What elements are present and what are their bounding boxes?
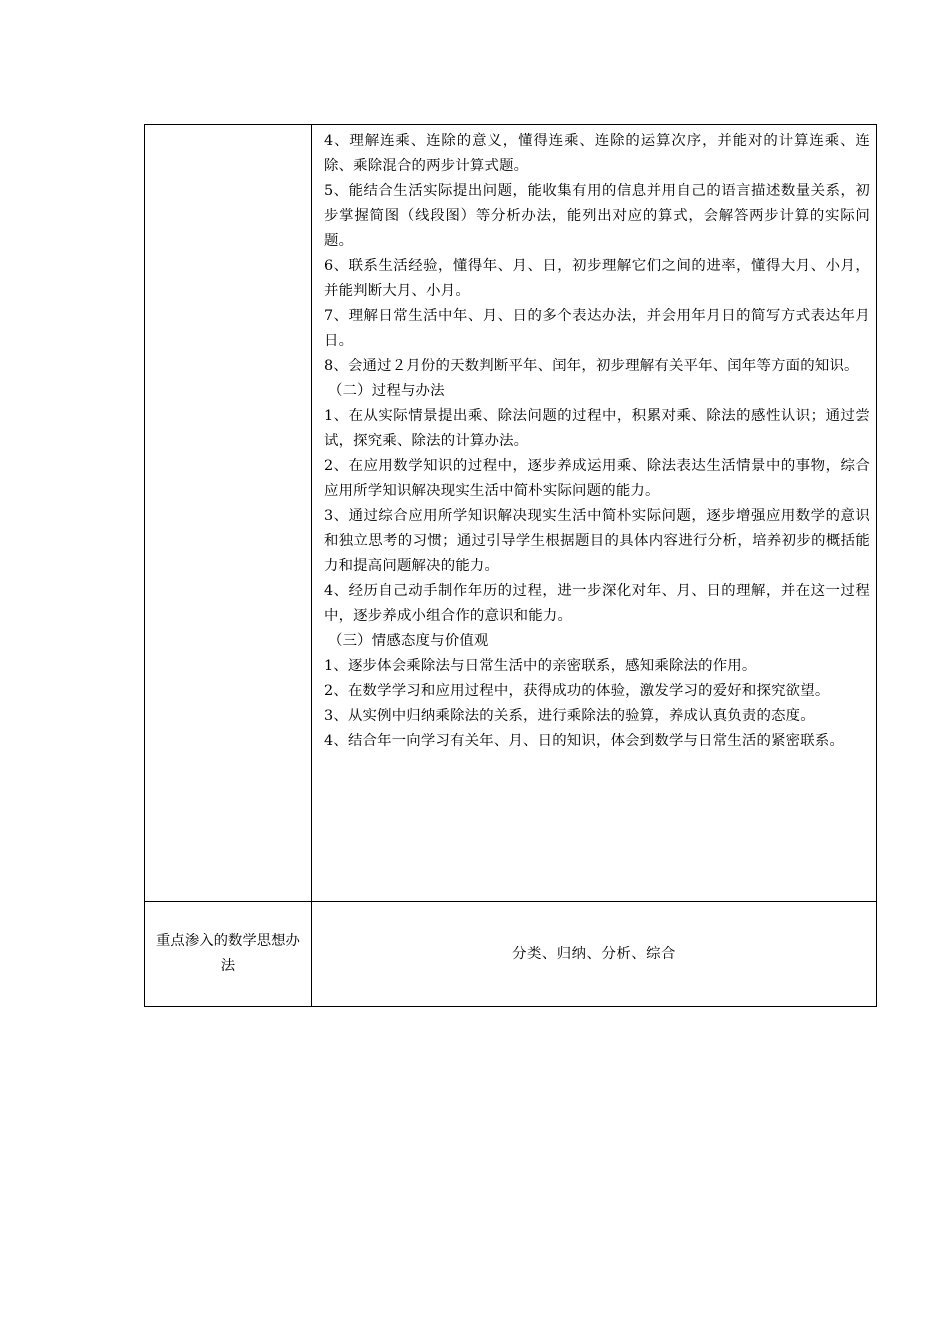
- process-item-3: 3、通过综合应用所学知识解决现实生活中简朴实际问题，逐步增强应用数学的意识和独立思考的习惯；通过引导学生根据题目的具体内容进行分析，培养初步的概括能力和提高问题解决的能力。: [324, 508, 870, 574]
- method-value: 分类、归纳、分析、综合: [312, 902, 877, 1007]
- method-row: [145, 902, 877, 1007]
- goal-item-7: 7、理解日常生活中年、月、日的多个表达办法，并会用年月日的简写方式表达年月日。: [324, 308, 870, 349]
- goals-label-cell: [145, 125, 312, 902]
- goals-content-cell: [312, 125, 877, 902]
- goal-item-5: 5、能结合生活实际提出问题，能收集有用的信息并用自己的语言描述数量关系，初步掌握简图（线段图）等分析办法，能列出对应的算式，会解答两步计算的实际问题。: [324, 183, 870, 249]
- method-label: 重点渗入的数学思想办法: [145, 902, 312, 1007]
- process-heading: （二）过程与办法: [328, 383, 445, 399]
- process-item-2: 2、在应用数学知识的过程中，逐步养成运用乘、除法表达生活情景中的事物，综合应用所学知识解决现实生活中简朴实际问题的能力。: [324, 458, 870, 499]
- goal-item-6: 6、联系生活经验，懂得年、月、日，初步理解它们之间的进率，懂得大月、小月，并能判断大月、小月。: [324, 258, 870, 299]
- attitude-heading: （三）情感态度与价值观: [328, 633, 489, 649]
- goals-row: [145, 125, 877, 902]
- attitude-item-4: 4、结合年一向学习有关年、月、日的知识，体会到数学与日常生活的紧密联系。: [324, 733, 845, 749]
- goal-item-4: 4、理解连乘、连除的意义，懂得连乘、连除的运算次序，并能对的计算连乘、连除、乘除混合的两步计算式题。: [324, 133, 870, 174]
- attitude-item-3: 3、从实例中归纳乘除法的关系，进行乘除法的验算，养成认真负责的态度。: [324, 708, 815, 724]
- lesson-plan-table: [144, 124, 877, 1007]
- process-item-4: 4、经历自己动手制作年历的过程，进一步深化对年、月、日的理解，并在这一过程中，逐步养成小组合作的意识和能力。: [324, 583, 870, 624]
- attitude-item-1: 1、逐步体会乘除法与日常生活中的亲密联系，感知乘除法的作用。: [324, 658, 757, 674]
- process-item-1: 1、在从实际情景提出乘、除法问题的过程中，积累对乘、除法的感性认识；通过尝试，探究乘、除法的计算办法。: [324, 408, 870, 449]
- goal-item-8: 8、会通过２月份的天数判断平年、闰年，初步理解有关平年、闰年等方面的知识。: [324, 358, 859, 374]
- attitude-item-2: 2、在数学学习和应用过程中，获得成功的体验，激发学习的爱好和探究欲望。: [324, 683, 830, 699]
